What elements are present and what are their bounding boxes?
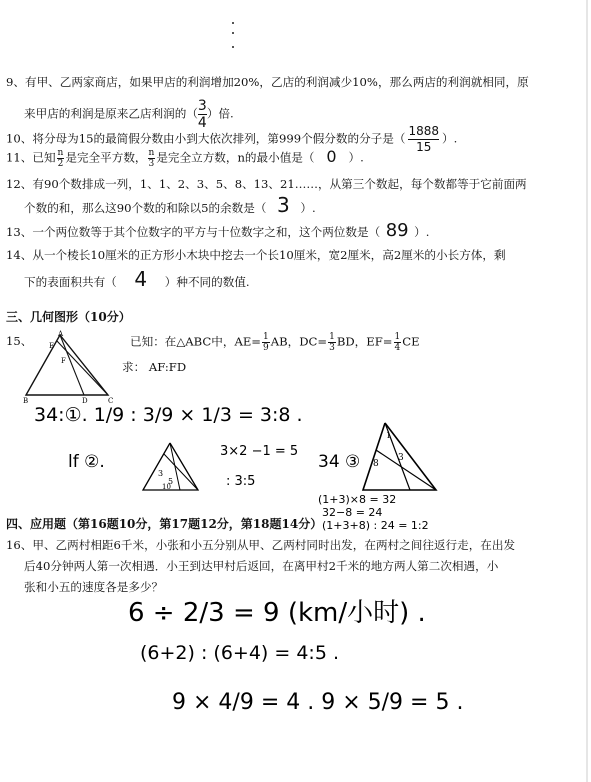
fraction-one-ninth: $\frac{1}{9}$ bbox=[263, 332, 269, 353]
hw-tri-num: 1 bbox=[386, 431, 392, 440]
hw-method-3-calc-1: (1+3)×8 = 32 bbox=[318, 493, 397, 506]
problem-10-answer: $\frac{1888}{15}$ bbox=[408, 124, 439, 154]
problem-9-line-1: 9、有甲、乙两家商店，如果甲店的利润增加20%，乙店的利润减少10%，那么两店的利润就相同，原 bbox=[6, 75, 529, 89]
problem-12-line-2 bbox=[24, 193, 316, 217]
problem-14-answer: 4 bbox=[134, 267, 148, 291]
problem-14-text: 下的表面积共有（ bbox=[24, 275, 117, 289]
label-b: B bbox=[23, 397, 29, 404]
hw-speed-sum: 6 ÷ 2/3 = 9 (km/小时) . bbox=[128, 598, 426, 628]
hw-method-3-calc-2: 32−8 = 24 bbox=[322, 506, 383, 519]
label-e: E bbox=[49, 342, 55, 350]
problem-13-answer: 89 bbox=[385, 220, 409, 241]
triangle-abc-figure bbox=[22, 330, 122, 404]
hw-speeds: 9 × 4/9 = 4 . 9 × 5/9 = 5 . bbox=[172, 690, 464, 715]
fraction-n-over-2: $\frac{n}{2}$ bbox=[57, 148, 64, 169]
scan-dot bbox=[232, 32, 234, 34]
segment-ce bbox=[57, 341, 108, 395]
label-a: A bbox=[58, 330, 64, 338]
hw-tri-num: 5 bbox=[168, 477, 174, 486]
problem-12-line-1: 12、有90个数排成一列，1、1、2、3、5、8、13、21……，从第三个数起，每个数都等于它前面两 bbox=[6, 177, 527, 191]
hw-triangle-method-3 bbox=[360, 420, 440, 496]
problem-11-text: 是完全平方数， bbox=[65, 150, 147, 165]
section-4-title: 四、应用题（第16题10分，第17题12分，第18题14分） bbox=[6, 517, 323, 531]
problem-9-tail: ）倍. bbox=[206, 106, 234, 121]
problem-14-line-2 bbox=[24, 267, 250, 291]
problem-14-tail: ）种不同的数值. bbox=[164, 275, 250, 289]
problem-15-ask: 求： AF:FD bbox=[122, 360, 187, 374]
problem-16-line-2: 后40分钟两人第一次相遇．小王到达甲村后返回，在离甲村2千米的地方两人第二次相遇，小 bbox=[24, 559, 499, 573]
problem-11-text: 11、已知 bbox=[6, 150, 56, 165]
problem-9-text: 来甲店的利润是原来乙店利润的（ bbox=[24, 106, 198, 121]
problem-12-answer: 3 bbox=[277, 193, 290, 217]
problem-11-line bbox=[6, 148, 364, 169]
fraction-one-quarter: $\frac{1}{4}$ bbox=[394, 332, 401, 353]
problem-13-text: 13、一个两位数等于其个位数字的平方与十位数字之和，这个两位数是（ bbox=[6, 225, 381, 239]
problem-11-text: 是完全立方数，n的最小值是（ bbox=[156, 150, 315, 165]
problem-14-line-1: 14、从一个棱长10厘米的正方形小木块中挖去一个长10厘米，宽2厘米，高2厘米的小长方体，剩 bbox=[6, 248, 506, 262]
section-3-title: 三、几何图形（10分） bbox=[6, 310, 131, 324]
label-c: C bbox=[108, 397, 114, 404]
problem-16-line-1: 16、甲、乙两村相距6千米，小张和小五分别从甲、乙两村同时出发，在两村之间往返行走，在出发 bbox=[6, 538, 516, 552]
problem-10-tail: ）. bbox=[442, 131, 458, 146]
hw-method-1: 34:①. 1/9 : 3/9 × 1/3 = 3:8 . bbox=[34, 404, 303, 426]
condition-text: AB，DC= bbox=[270, 334, 328, 349]
problem-15-condition bbox=[130, 332, 420, 353]
hw-tri-num: 10 bbox=[162, 483, 171, 491]
fraction-n-over-3: $\frac{n}{3}$ bbox=[148, 148, 155, 169]
hw-ratio: (6+2) : (6+4) = 4:5 . bbox=[140, 642, 339, 664]
label-f: F bbox=[61, 357, 66, 365]
problem-16-line-3: 张和小五的速度各是多少？ bbox=[24, 580, 164, 594]
problem-11-tail: ）. bbox=[348, 150, 364, 165]
hw-line bbox=[376, 450, 436, 490]
scan-dot bbox=[232, 22, 234, 24]
problem-11-answer: 0 bbox=[326, 146, 337, 166]
condition-text: BD，EF= bbox=[336, 334, 393, 349]
problem-13-line bbox=[6, 220, 430, 241]
condition-text: 已知：在△ABC中，AE= bbox=[130, 334, 262, 349]
hw-method-3-calc-3: (1+3+8) : 24 = 1:2 bbox=[322, 519, 429, 532]
problem-13-tail: ）. bbox=[414, 225, 430, 239]
hw-triangle-method-2 bbox=[140, 440, 202, 496]
problem-12-text: 个数的和，那么这90个数的和除以5的余数是（ bbox=[24, 201, 267, 215]
hw-tri-num: 3 bbox=[398, 453, 404, 463]
label-d: D bbox=[82, 397, 88, 404]
hw-method-2-label: lf ②. bbox=[68, 452, 105, 472]
scan-edge bbox=[586, 0, 588, 782]
scan-dot bbox=[232, 46, 234, 48]
condition-text: CE bbox=[402, 334, 420, 349]
hw-tri-num: 3 bbox=[158, 469, 164, 478]
problem-9-answer: $\frac{3}{4}$ bbox=[197, 98, 207, 131]
hw-method-3-label: 34 ③ bbox=[318, 452, 361, 472]
problem-15-number: 15、 bbox=[6, 334, 33, 348]
fraction-one-third: $\frac{1}{3}$ bbox=[329, 332, 335, 353]
triangle-abc bbox=[26, 335, 108, 395]
hw-method-2-calc-2: : 3:5 bbox=[226, 474, 256, 489]
problem-12-tail: ）. bbox=[300, 201, 316, 215]
hw-method-2-calc-1: 3×2 −1 = 5 bbox=[220, 444, 299, 459]
problem-10-text: 10、将分母为15的最简假分数由小到大依次排列，第999个假分数的分子是（ bbox=[6, 131, 406, 146]
hw-tri-num: 8 bbox=[373, 459, 379, 469]
